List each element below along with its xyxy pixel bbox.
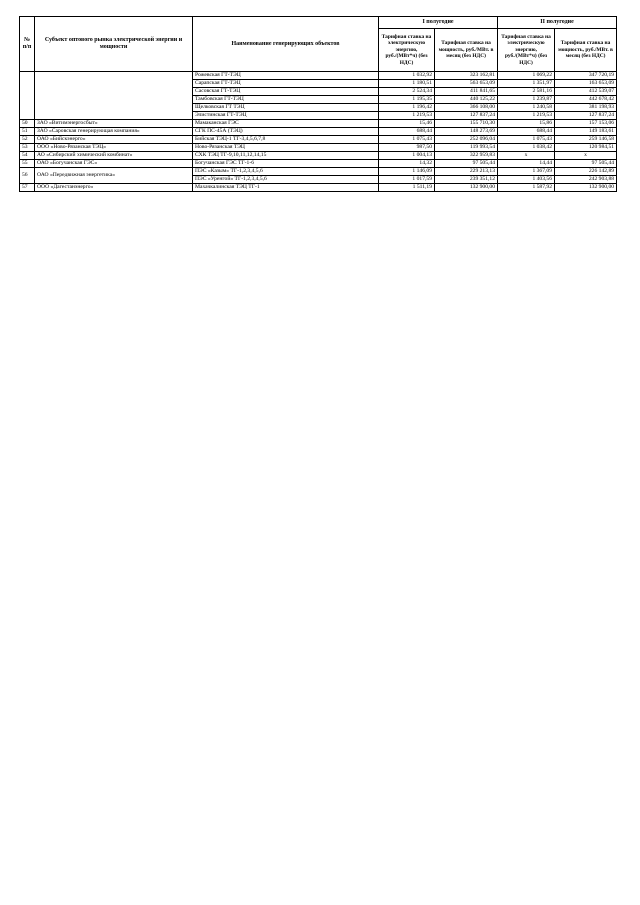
cell-subject	[35, 72, 193, 120]
col-header-energy-rate-1: Тарифная ставка на электрическую энергию, руб./(МВт*ч) (без НДС)	[379, 29, 435, 72]
cell-energy-rate-1: 1 146,09	[379, 168, 435, 176]
cell-energy-rate-1: 15,46	[379, 120, 435, 128]
cell-subject: ООО «Дагестанэнерго»	[35, 184, 193, 192]
cell-capacity-rate-2: 120 984,51	[555, 144, 617, 152]
cell-capacity-rate-2: 442 678,42	[555, 96, 617, 104]
cell-object: Рожевская ГТ-ТЭЦ	[193, 72, 379, 80]
cell-capacity-rate-2: 97 505,44	[555, 160, 617, 168]
cell-num: 57	[20, 184, 35, 192]
cell-energy-rate-1: 688,44	[379, 128, 435, 136]
cell-object: ПЭС «Казым» ТГ-1,2,3,4,5,6	[193, 168, 379, 176]
col-header-energy-rate-2: Тарифная ставка на электрическую энергию, руб./(МВт*ч) (без НДС)	[498, 29, 555, 72]
cell-num: 50	[20, 120, 35, 128]
col-header-capacity-rate-2: Тарифная ставка на мощность, руб./МВт. в месяц (без НДС)	[555, 29, 617, 72]
cell-energy-rate-1: 1 017,59	[379, 176, 435, 184]
col-header-subject: Субъект оптового рынка электрической энергии и мощности	[35, 17, 193, 72]
cell-capacity-rate-2: x	[555, 152, 617, 160]
cell-num: 53	[20, 144, 35, 152]
cell-subject: ОАО «Богучанская ГЭС»	[35, 160, 193, 168]
cell-capacity-rate-1: 323 162,81	[435, 72, 498, 80]
cell-object: Щелковская ГТ ТЭЦ	[193, 104, 379, 112]
cell-subject: АО «Сибирский химический комбинат»	[35, 152, 193, 160]
cell-object: Бийская ТЭЦ-1 ТГ-3,4,5,6,7,8	[193, 136, 379, 144]
table-row	[20, 128, 617, 136]
col-header-num: № п/п	[20, 17, 35, 72]
table-row	[20, 160, 617, 168]
cell-num: 55	[20, 160, 35, 168]
cell-energy-rate-2: 1 367,09	[498, 168, 555, 176]
cell-capacity-rate-2: 347 720,19	[555, 72, 617, 80]
col-header-capacity-rate-1: Тарифная ставка на мощность, руб./МВт. в месяц (без НДС)	[435, 29, 498, 72]
col-header-second-half: II полугодие	[498, 17, 617, 29]
cell-capacity-rate-1: 322 959,83	[435, 152, 498, 160]
cell-object: СГК ПС-45А (ТЭЦ)	[193, 128, 379, 136]
table-row	[20, 136, 617, 144]
cell-capacity-rate-1: 252 096,04	[435, 136, 498, 144]
cell-energy-rate-2: 1 038,42	[498, 144, 555, 152]
cell-object: Ново-Рязанская ТЭЦ	[193, 144, 379, 152]
table-row	[20, 168, 617, 176]
cell-capacity-rate-1: 411 841,65	[435, 88, 498, 96]
cell-energy-rate-1: 1 195,35	[379, 96, 435, 104]
cell-object: Мамаканская ГЭС	[193, 120, 379, 128]
col-header-object: Наименование генерирующих объектов	[193, 17, 379, 72]
cell-capacity-rate-2: 163 653,09	[555, 80, 617, 88]
cell-capacity-rate-1: 132 900,00	[435, 184, 498, 192]
cell-object: Тамбовская ГТ-ТЭЦ	[193, 96, 379, 104]
cell-energy-rate-1: 1 196,42	[379, 104, 435, 112]
cell-num: 56	[20, 168, 35, 184]
table-row	[20, 144, 617, 152]
cell-energy-rate-1: 1 219,53	[379, 112, 435, 120]
cell-capacity-rate-2: 242 903,88	[555, 176, 617, 184]
cell-energy-rate-2: 1 075,43	[498, 136, 555, 144]
table-body	[20, 72, 617, 192]
cell-capacity-rate-1: 148 273,69	[435, 128, 498, 136]
cell-capacity-rate-1: 97 505,44	[435, 160, 498, 168]
cell-capacity-rate-2: 259 146,58	[555, 136, 617, 144]
cell-object: Элистинская ГТ-ТЭЦ	[193, 112, 379, 120]
cell-energy-rate-2: 1 069,22	[498, 72, 555, 80]
cell-object: Богучанская ГЭС ТГ-1-6	[193, 160, 379, 168]
cell-capacity-rate-2: 412 539,07	[555, 88, 617, 96]
cell-energy-rate-1: 1 032,92	[379, 72, 435, 80]
cell-object: Сарапская ГТ-ТЭЦ	[193, 80, 379, 88]
cell-capacity-rate-1: 229 213,13	[435, 168, 498, 176]
cell-subject: ОАО «Передвижная энергетика»	[35, 168, 193, 184]
cell-energy-rate-1: 1 511,19	[379, 184, 435, 192]
cell-capacity-rate-1: 127 837,24	[435, 112, 498, 120]
cell-object: Сасовская ГТ-ТЭЦ	[193, 88, 379, 96]
cell-object: ПЭС «Уренгой» ТГ-1,2,3,4,5,6	[193, 176, 379, 184]
table-row	[20, 152, 617, 160]
cell-energy-rate-1: 1 004,13	[379, 152, 435, 160]
cell-energy-rate-1: 1 075,43	[379, 136, 435, 144]
cell-energy-rate-2: 688,44	[498, 128, 555, 136]
cell-energy-rate-2: 1 219,53	[498, 112, 555, 120]
cell-energy-rate-2: 14,44	[498, 160, 555, 168]
cell-num: 52	[20, 136, 35, 144]
cell-subject: ЗАО «Саровская генерирующая компания»	[35, 128, 193, 136]
cell-num	[20, 72, 35, 120]
cell-capacity-rate-1: 440 125,22	[435, 96, 498, 104]
cell-subject: ОАО «Бийскэнерго»	[35, 136, 193, 144]
cell-capacity-rate-2: 157 153,06	[555, 120, 617, 128]
cell-capacity-rate-2: 226 142,89	[555, 168, 617, 176]
cell-capacity-rate-2: 132 900,00	[555, 184, 617, 192]
cell-energy-rate-2: 1 351,97	[498, 80, 555, 88]
cell-energy-rate-2: x	[498, 152, 555, 160]
cell-object: Махачкалинская ТЭЦ ТГ-1	[193, 184, 379, 192]
cell-num: 54	[20, 152, 35, 160]
cell-energy-rate-1: 14,32	[379, 160, 435, 168]
cell-capacity-rate-1: 366 108,00	[435, 104, 498, 112]
cell-capacity-rate-2: 127 837,24	[555, 112, 617, 120]
cell-capacity-rate-1: 155 710,30	[435, 120, 498, 128]
cell-energy-rate-1: 1 180,51	[379, 80, 435, 88]
cell-energy-rate-2: 1 239,87	[498, 96, 555, 104]
cell-energy-rate-2: 1 240,58	[498, 104, 555, 112]
cell-capacity-rate-2: 149 183,61	[555, 128, 617, 136]
table-row	[20, 184, 617, 192]
cell-object: СХК ТЭЦ ТГ-9,10,11,12,14,15	[193, 152, 379, 160]
cell-capacity-rate-1: 563 653,09	[435, 80, 498, 88]
tariff-table	[19, 16, 617, 192]
cell-energy-rate-1: 987,50	[379, 144, 435, 152]
table-row	[20, 72, 617, 80]
cell-num: 51	[20, 128, 35, 136]
cell-energy-rate-2: 1 587,92	[498, 184, 555, 192]
cell-subject: ЗАО «Витимэнергосбыт»	[35, 120, 193, 128]
document-page	[19, 16, 616, 192]
col-header-first-half: I полугодие	[379, 17, 498, 29]
cell-energy-rate-2: 1 403,56	[498, 176, 555, 184]
cell-subject: ООО «Ново-Рязанская ТЭЦ»	[35, 144, 193, 152]
table-row	[20, 120, 617, 128]
cell-energy-rate-2: 15,86	[498, 120, 555, 128]
cell-capacity-rate-1: 119 993,54	[435, 144, 498, 152]
cell-capacity-rate-1: 239 351,12	[435, 176, 498, 184]
cell-energy-rate-1: 2 524,34	[379, 88, 435, 96]
cell-energy-rate-2: 2 581,16	[498, 88, 555, 96]
cell-capacity-rate-2: 381 198,93	[555, 104, 617, 112]
